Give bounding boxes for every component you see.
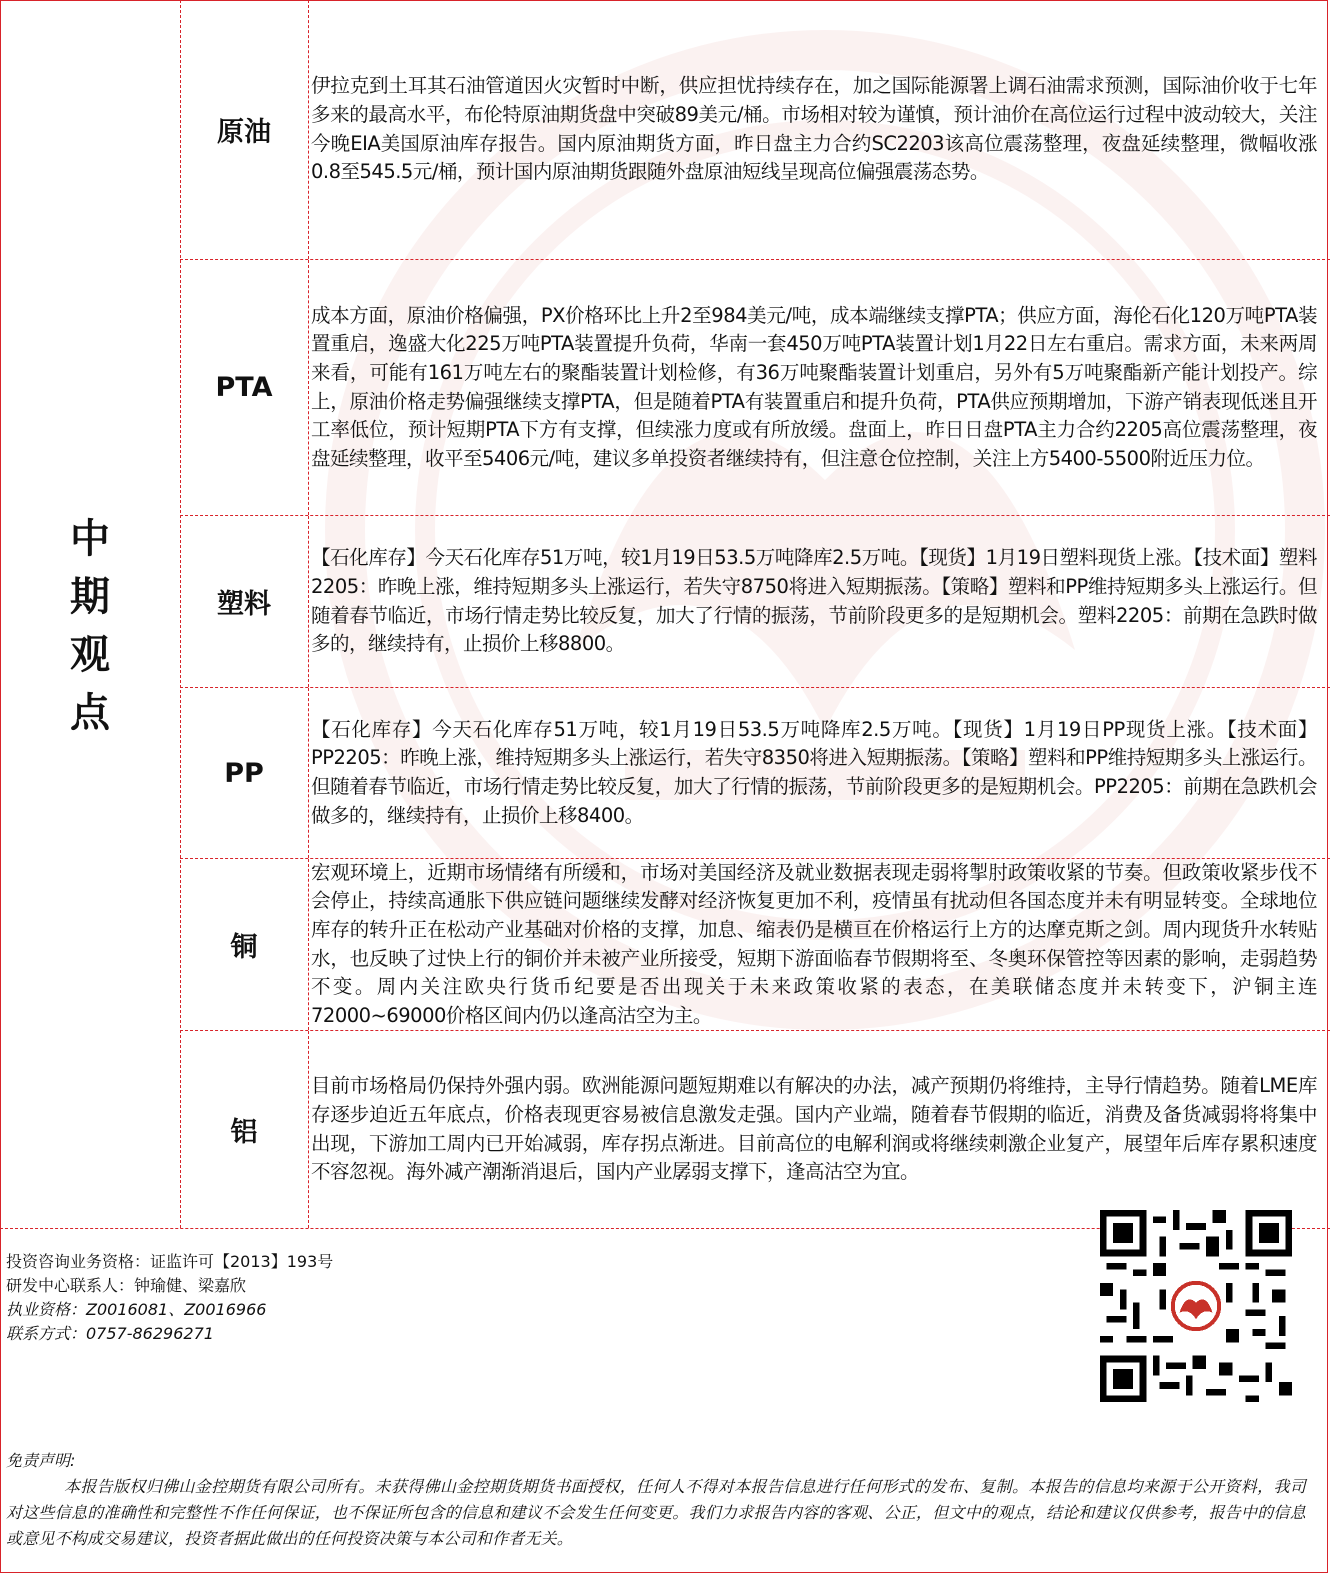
row-text-cell [311, 1031, 1317, 1228]
row-crude-oil [180, 0, 1330, 259]
row-text: 成本方面，原油价格偏强，PX价格环比上升2至984美元/吨，成本端继续支撑PTA；供应方面，海伦石化120万吨PTA装置重启，逸盛大化225万吨PTA装置提升负荷，华南一套450万吨PTA装置计划1月22日左右重启。需求方面，未来两周来看，可能有161万吨左右的聚酯装置计划检修，有36万吨聚酯装置计划重启，另外有5万吨聚酯新产能计划投产。综上，原油价格走势偏强继续支撑PTA，但是随着PTA有装置重启和提升负荷，PTA供应预期增加，下游产销表现低迷且开工率低位，预计短期PTA下方有支撑，但续涨力度或有所放缓。盘面上，昨日日盘PTA主力合约2205高位震荡整理，夜盘延续整理，收平至5406元/吨，建议多单投资者继续持有，但注意仓位控制，关注上方5400-5500附近压力位。 [311, 303, 1317, 470]
row-pp [180, 688, 1330, 858]
row-text-cell [311, 688, 1317, 858]
disclaimer [6, 1448, 1306, 1552]
contacts-line: 研发中心联系人：钟瑜健、梁嘉欣 [6, 1276, 247, 1295]
section-column [0, 0, 181, 1228]
row-text-cell [311, 516, 1317, 687]
row-plastic [180, 516, 1330, 687]
disclaimer-body: 本报告版权归佛山金控期货有限公司所有。未获得佛山金控期货期货书面授权，任何人不得对本报告信息进行任何形式的发布、复制。本报告的信息均来源于公开资料，我司对这些信息的准确性和完整性不作任何保证，也不保证所包含的信息和建议不会发生任何变更。我们力求报告内容的客观、公正，但文中的观点，结论和建议仅供参考，报告中的信息或意见不构成交易建议，投资者据此做出的任何投资决策与本公司和作者无关。 [6, 1477, 1306, 1548]
disclaimer-heading: 免责声明: [6, 1451, 76, 1470]
qualification-line: 投资咨询业务资格：证监许可【2013】193号 [6, 1252, 334, 1271]
phone-line: 联系方式：0757-86296271 [6, 1324, 214, 1343]
row-text: 目前市场格局仍保持外强内弱。欧洲能源问题短期难以有解决的办法，减产预期仍将维持，主导行情趋势。随着LME库存逐步迫近五年底点，价格表现更容易被信息激发走强。国内产业端，随着春节假期的临近，消费及备货减弱将将集中出现，下游加工周内已开始减弱，库存拐点渐进。目前高位的电解利润或将继续刺激企业复产，展望年后库存累积速度不容忽视。海外减产潮渐消退后，国内产业孱弱支撑下，逢高沽空为宜。 [311, 1074, 1317, 1184]
section-title: 中期观点 [70, 515, 110, 736]
qr-code-icon [1100, 1210, 1292, 1402]
row-text-cell [311, 0, 1317, 259]
row-label: 塑料 [180, 516, 309, 687]
row-copper [180, 859, 1330, 1030]
license-line: 执业资格：Z0016081、Z0016966 [6, 1300, 267, 1319]
row-text: 伊拉克到土耳其石油管道因火灾暂时中断，供应担忧持续存在，加之国际能源署上调石油需求预测，国际油价收于七年多来的最高水平，布伦特原油期货盘中突破89美元/桶。市场相对较为谨慎，预计油价在高位运行过程中波动较大，关注今晚EIA美国原油库存报告。国内原油期货方面，昨日盘主力合约SC2203该高位震荡整理，夜盘延续整理，微幅收涨0.8至545.5元/桶，预计国内原油期货跟随外盘原油短线呈现高位偏强震荡态势。 [311, 74, 1317, 184]
row-label: 铝 [180, 1031, 309, 1228]
row-text: 【石化库存】今天石化库存51万吨，较1月19日53.5万吨降库2.5万吨。【现货】1月19日PP现货上涨。【技术面】PP2205：昨晚上涨，维持短期多头上涨运行，若失守8350将进入短期振荡。【策略】塑料和PP维持短期多头上涨运行。但随着春节临近，市场行情走势比较反复，加大了行情的振荡，节前阶段更多的是短期机会。PP2205：前期在急跌机会做多的，继续持有，止损价上移8400。 [311, 717, 1317, 827]
row-label: 原油 [180, 0, 309, 259]
row-label: 铜 [180, 859, 309, 1030]
row-text-cell [311, 260, 1317, 515]
row-text: 宏观环境上，近期市场情绪有所缓和，市场对美国经济及就业数据表现走弱将掣肘政策收紧的节奏。但政策收紧步伐不会停止，持续高通胀下供应链问题继续发酵对经济恢复更加不利，疫情虽有扰动但各国态度并未有明显转变。全球地位库存的转升正在松动产业基础对价格的支撑，加息、缩表仍是横亘在价格运行上方的达摩克斯之剑。周内现货升水转贴水，也反映了过快上行的铜价并未被产业所接受，短期下游面临春节假期将至、冬奥环保管控等因素的影响，走弱趋势不变。周内关注欧央行货币纪要是否出现关于未来政策收紧的表态，在美联储态度并未转变下，沪铜主连72000~69000价格区间内仍以逢高沽空为主。 [311, 860, 1317, 1027]
row-pta [180, 260, 1330, 515]
row-aluminum [180, 1031, 1330, 1228]
row-text-cell [311, 859, 1317, 1030]
row-label: PP [180, 688, 309, 858]
contact-info [6, 1250, 333, 1346]
row-label: PTA [180, 260, 309, 515]
row-text: 【石化库存】今天石化库存51万吨，较1月19日53.5万吨降库2.5万吨。【现货】1月19日塑料现货上涨。【技术面】塑料2205：昨晚上涨，维持短期多头上涨运行，若失守8750将进入短期振荡。【策略】塑料和PP维持短期多头上涨运行。但随着春节临近，市场行情走势比较反复，加大了行情的振荡，节前阶段更多的是短期机会。塑料2205：前期在急跌时做多的，继续持有，止损价上移8800。 [311, 546, 1317, 656]
